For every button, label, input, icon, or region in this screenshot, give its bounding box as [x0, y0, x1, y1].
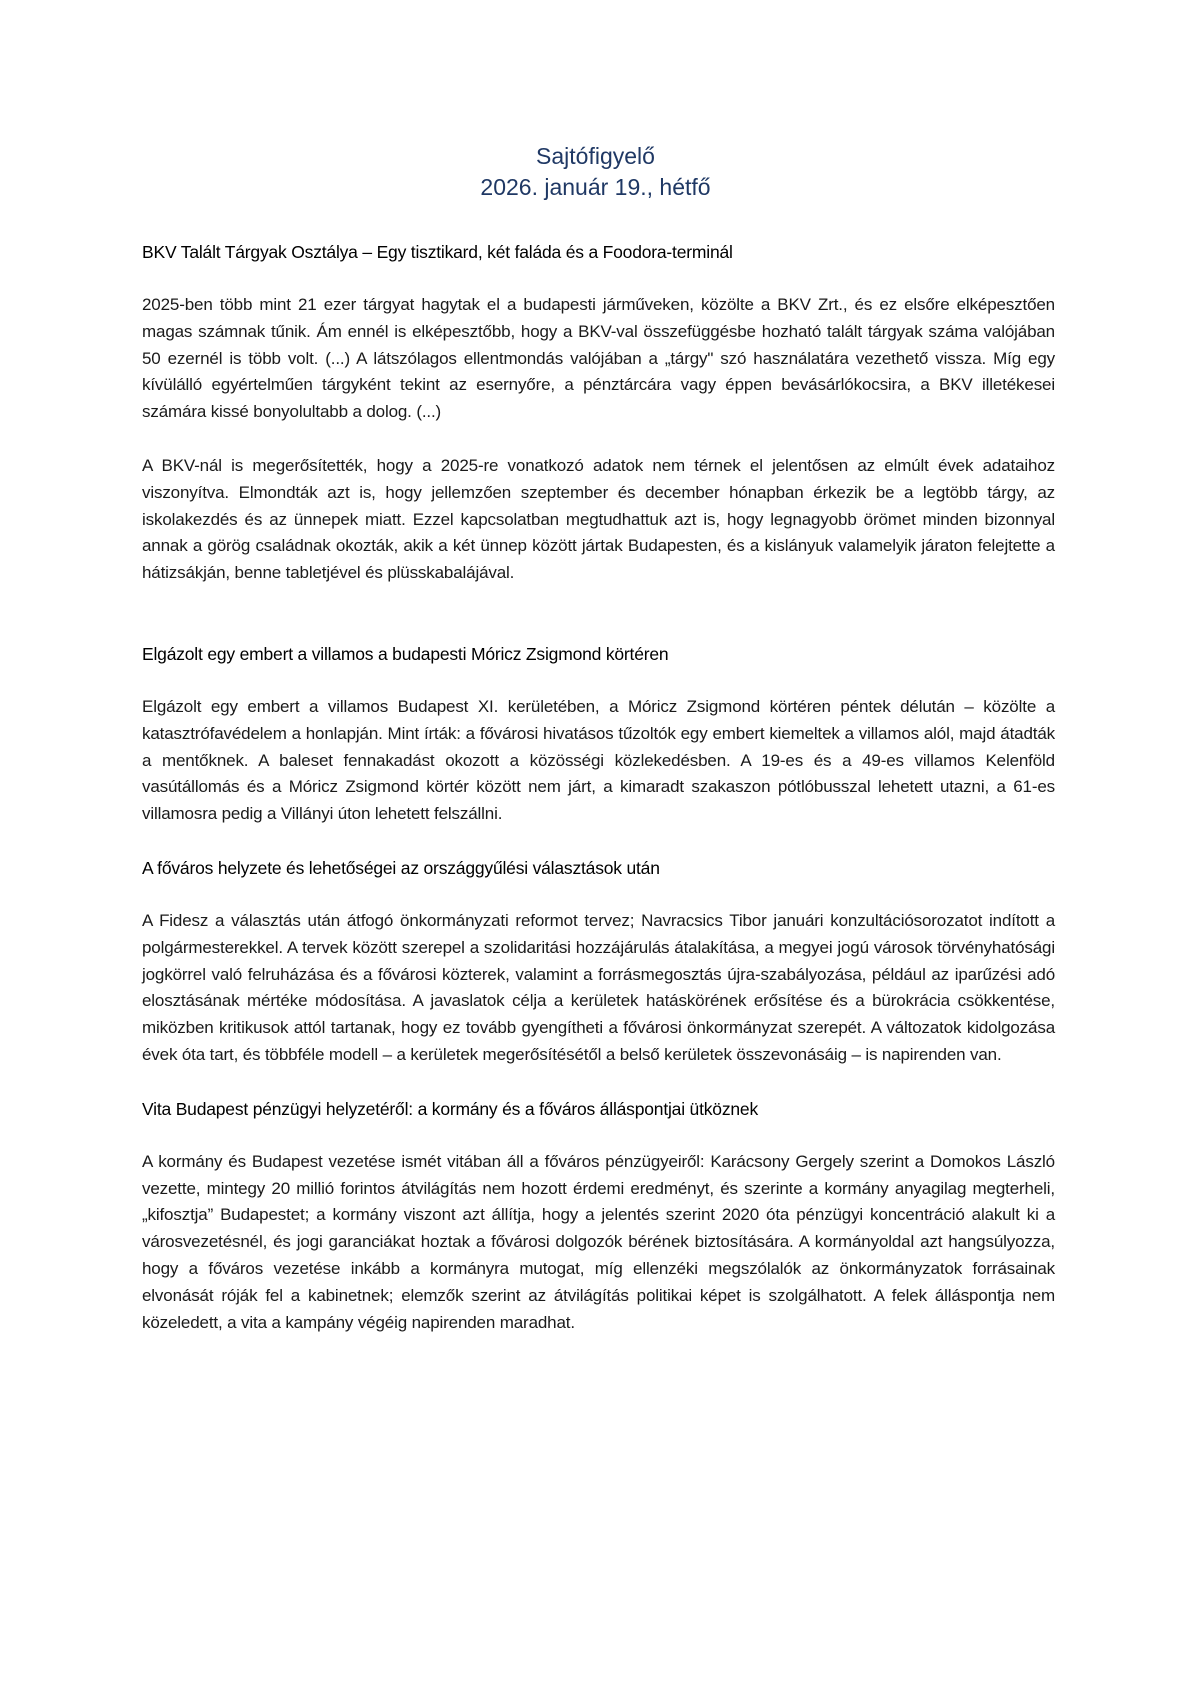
article-paragraph: A kormány és Budapest vezetése ismét vitában áll a főváros pénzügyeiről: Karácsony Gergely szerint a Domokos László vezette, mintegy 20 millió forintos átvilágítás nem hozott érdemi eredményt, és szerinte a kormány anyagilag megterheli, „kifosztja” Budapestet; a kormány viszont azt állítja, hogy a jelentés szerint 2020 óta pénzügyi koncentráció alakult ki a városvezetésnél, és jogi garanciákat hoztak a fővárosi dolgozók bérének biztosítására. A kormányoldal azt hangsúlyozza, hogy a főváros vezetése inkább a kormányra mutogat, míg ellenzéki megszólalók az önkormányzatok forrásainak elvonását róják fel a kabinetnek; elemzők szerint az átvilágítás politikai képet is szolgálhatott. A felek álláspontja nem közeledett, a vita a kampány végéig napirenden maradhat. [142, 1151, 1055, 1332]
document-header [0, 141, 1191, 203]
article-paragraph: A BKV-nál is megerősítették, hogy a 2025-re vonatkozó adatok nem térnek el jelentősen az elmúlt évek adataihoz viszonyítva. Elmondták azt is, hogy jellemzően szeptember és december hónapban érkezik be a legtöbb tárgy, az iskolakezdés és az ünnepek miatt. Ezzel kapcsolatban megtudhattuk azt is, hogy legnagyobb örömet minden bizonnyal annak a görög családnak okozták, akik a két ünnep között jártak Budapesten, és a kislányuk valamelyik járaton felejtette a hátizsákján, benne tabletjével és plüsskabalájával. [142, 455, 1055, 583]
article-headline: Elgázolt egy embert a villamos a budapesti Móricz Zsigmond körtéren [142, 643, 669, 664]
article-paragraph: 2025-ben több mint 21 ezer tárgyat hagytak el a budapesti járműveken, közölte a BKV Zrt., és ez elsőre elképesztően magas számnak tűnik. Ám ennél is elképesztőbb, hogy a BKV-val összefüggésbe hozható talált tárgyak száma valójában 50 ezernél is több volt. (...) A látszólagos ellentmondás valójában a „tárgy" szó használatára vezethető vissza. Míg egy kívülálló egyértelműen tárgyként tekint az esernyőre, a pénztárcára vagy éppen bevásárlókocsira, a BKV illetékesei számára kissé bonyolultabb a dolog. (...) [142, 295, 1055, 422]
article-headline: BKV Talált Tárgyak Osztálya – Egy tisztikard, két faláda és a Foodora-terminál [142, 242, 733, 262]
article-paragraph: Elgázolt egy embert a villamos Budapest XI. kerületében, a Móricz Zsigmond körtéren péntek délután – közölte a katasztrófavédelem a honlapján. Mint írták: a fővárosi hivatásos tűzoltók egy embert kiemeltek a villamos alól, majd átadták a mentőknek. A baleset fennakadást okozott a közösségi közlekedésben. A 19-es és a 49-es villamos Kelenföld vasútállomás és a Móricz Zsigmond körtér között nem járt, a kimaradt szakaszon pótlóbusszal lehetett utazni, a 61-es villamosra pedig a Villányi úton lehetett felszállni. [142, 696, 1055, 824]
article-headline: Vita Budapest pénzügyi helyzetéről: a kormány és a főváros álláspontjai ütköznek [142, 1098, 758, 1119]
document-body [142, 239, 1055, 1336]
article-capital-after-elections [142, 855, 1055, 1069]
article-paragraph: A Fidesz a választás után átfogó önkormányzati reformot tervez; Navracsics Tibor januári konzultációsorozatot indított a polgármesterekkel. A tervek között szerepel a szolidaritási hozzájárulás átalakítása, a megyei jogú városok törvényhatósági jogkörrel való felruházása és a fővárosi közterek, valamint a forrásmegosztás újra-szabályozása, például az iparűzési adó elosztásának mértéke módosítása. A javaslatok célja a kerületek hatáskörének erősítése és a bürokrácia csökkentése, miközben kritikusok attól tartanak, hogy ez tovább gyengítheti a fővárosi önkormányzat szerepét. A változatok kidolgozása évek óta tart, és többféle modell – a kerületek megerősítésétől a belső kerületek összevonásáig – is napirenden van. [142, 910, 1055, 1064]
article-bkv-lost-items [142, 239, 1055, 587]
document-date: 2026. január 19., hétfő [480, 174, 711, 200]
article-tram-accident [142, 641, 1055, 828]
document-title: Sajtófigyelő [536, 143, 655, 169]
article-budapest-finances-debate [142, 1096, 1055, 1337]
article-headline: A főváros helyzete és lehetőségei az országgyűlési választások után [142, 857, 660, 878]
